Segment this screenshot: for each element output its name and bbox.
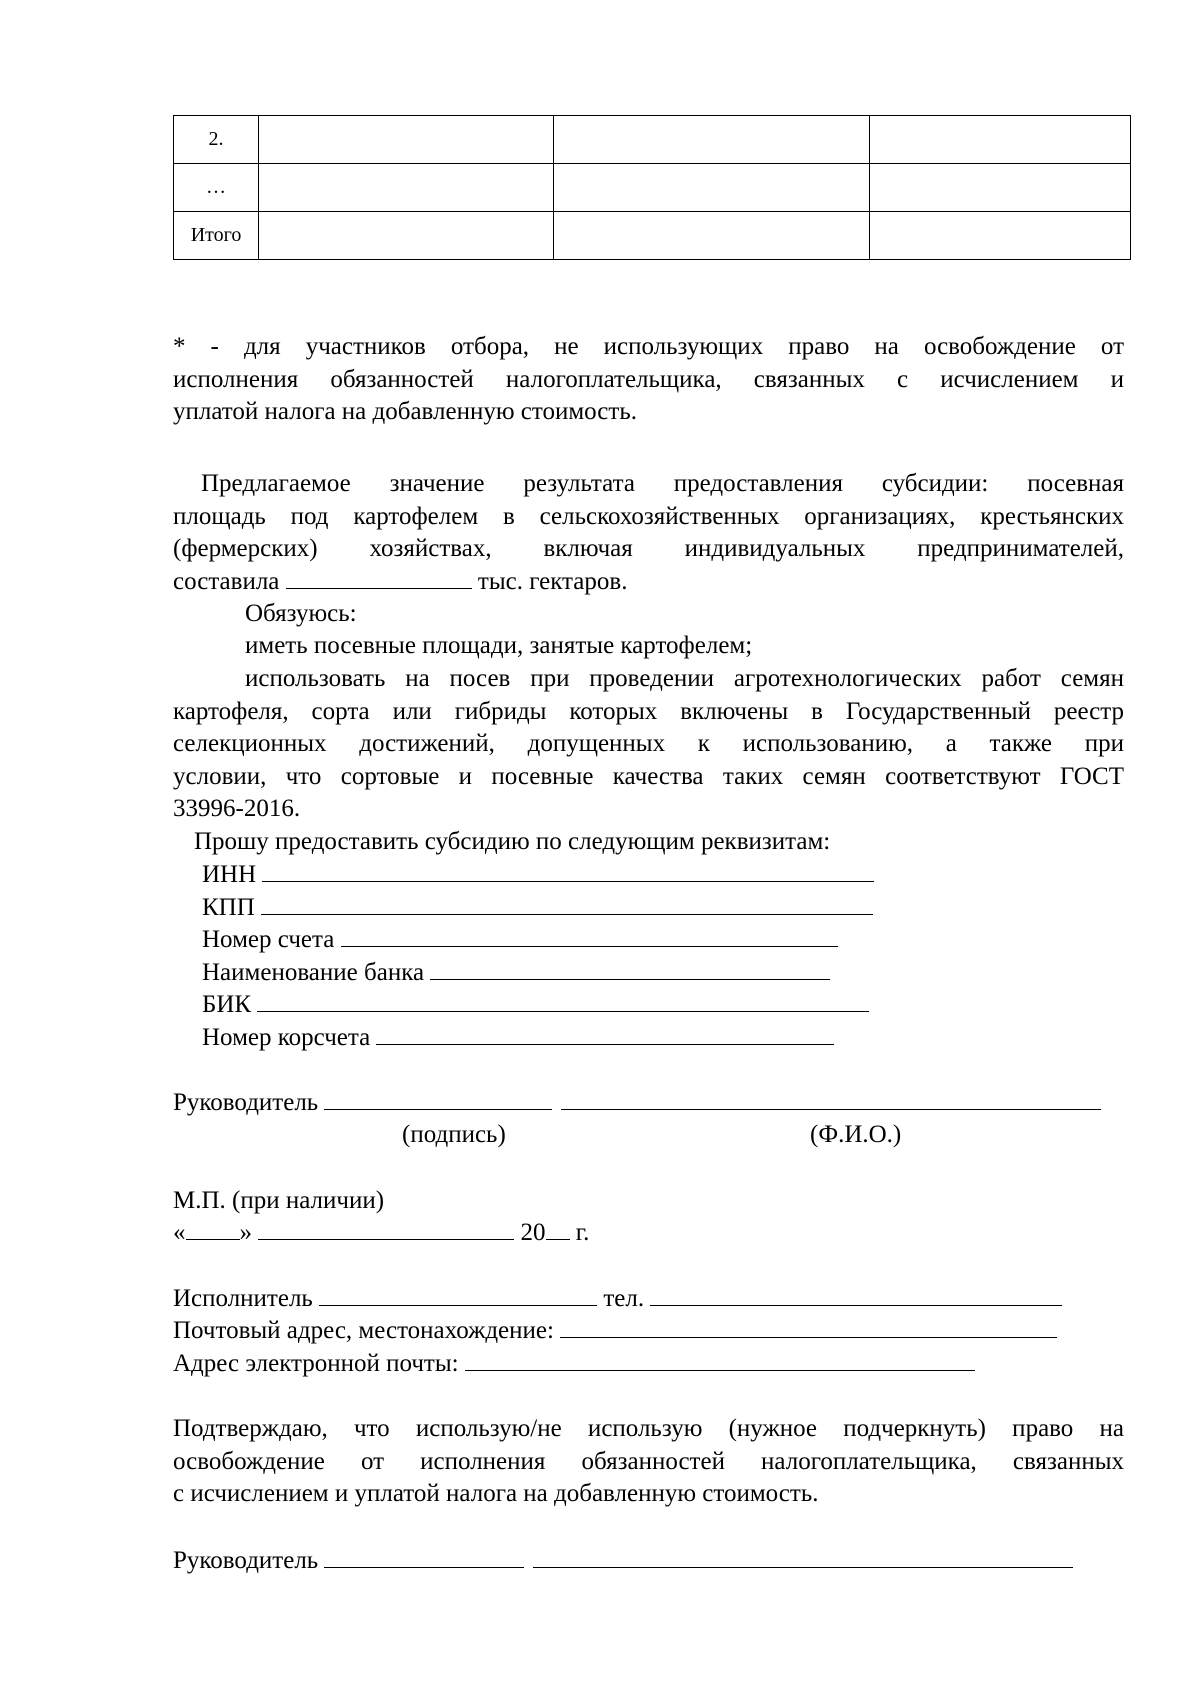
table-row	[174, 164, 1131, 212]
requisites-heading: Прошу предоставить субсидию по следующим реквизитам:	[194, 828, 831, 855]
signature-label: Руководитель	[173, 1089, 319, 1116]
year-input-line[interactable]	[546, 1217, 570, 1240]
obligation-line: использовать на посев при проведении агротехнологических работ семян	[245, 665, 1124, 692]
table-cell	[259, 116, 554, 164]
table-cell	[870, 116, 1131, 164]
requisite-row-bik	[202, 989, 869, 1022]
phone-input-line[interactable]	[650, 1283, 1062, 1306]
day-input-line[interactable]	[186, 1217, 240, 1240]
requisite-row-kpp	[202, 892, 873, 925]
area-input-line[interactable]	[286, 566, 472, 589]
proposal-paragraph	[173, 468, 1124, 598]
table-cell	[259, 164, 554, 212]
requisite-row-corr-account	[202, 1022, 834, 1055]
requisite-row-account	[202, 924, 838, 957]
proposal-line: (фермерских) хозяйствах, включая индивидуальных предпринимателей,	[173, 535, 1124, 562]
summary-table	[173, 115, 1131, 260]
table-cell	[870, 212, 1131, 260]
obligation-item	[173, 663, 1124, 826]
table-cell: Итого	[174, 212, 259, 260]
table-cell	[554, 164, 870, 212]
table-cell	[554, 116, 870, 164]
email-input-line[interactable]	[465, 1348, 975, 1371]
table-cell	[259, 212, 554, 260]
full-name-input-line[interactable]	[561, 1087, 1101, 1110]
requisite-label: Наименование банка	[202, 959, 425, 986]
month-input-line[interactable]	[258, 1217, 514, 1240]
requisite-row-inn	[202, 859, 874, 892]
proposal-line: Предлагаемое значение результата предоставления субсидии: посевная	[201, 470, 1124, 497]
year-suffix: г.	[575, 1219, 590, 1246]
requisite-label: БИК	[202, 991, 252, 1018]
inn-input-line[interactable]	[262, 859, 874, 882]
address-label: Почтовый адрес, местонахождение:	[173, 1317, 554, 1344]
date-quote-close: »	[239, 1219, 252, 1246]
year-prefix: 20	[520, 1219, 546, 1246]
signature-row	[173, 1087, 1101, 1120]
date-row	[173, 1217, 589, 1250]
executor-label: Исполнитель	[173, 1285, 313, 1312]
email-row	[173, 1348, 975, 1381]
requisite-label: Номер счета	[202, 926, 335, 953]
signature-label: Руководитель	[173, 1547, 319, 1574]
confirmation-paragraph	[173, 1413, 1124, 1511]
obligation-line: 33996-2016.	[173, 795, 301, 822]
name-caption: (Ф.И.О.)	[810, 1121, 902, 1148]
account-input-line[interactable]	[341, 924, 838, 947]
obligations-heading: Обязуюсь:	[245, 600, 357, 627]
obligation-line: условии, что сортовые и посевные качества таких семян соответствуют ГОСТ	[173, 762, 1124, 790]
signature-caption: (подпись)	[402, 1121, 506, 1148]
confirmation-line: Подтверждаю, что использую/не использую (нужное подчеркнуть) право на	[173, 1415, 1124, 1442]
requisite-label: Номер корсчета	[202, 1024, 371, 1051]
confirmation-line: освобождение от исполнения обязанностей налогоплательщика, связанных	[173, 1447, 1124, 1475]
table-row	[174, 116, 1131, 164]
table-cell	[554, 212, 870, 260]
proposal-line	[173, 566, 1124, 599]
proposal-line: площадь под картофелем в сельскохозяйственных организациях, крестьянских	[173, 502, 1124, 530]
date-quote-open: «	[173, 1219, 186, 1246]
table-cell: 2.	[174, 116, 259, 164]
confirmation-line: с исчислением и уплатой налога на добавленную стоимость.	[173, 1480, 819, 1507]
proposal-suffix: тыс. гектаров.	[477, 567, 628, 595]
full-name-input-line-2[interactable]	[533, 1545, 1073, 1568]
executor-row	[173, 1283, 1062, 1316]
kpp-input-line[interactable]	[261, 892, 873, 915]
signature-input-line[interactable]	[324, 1087, 552, 1110]
email-label: Адрес электронной почты:	[173, 1350, 459, 1377]
requisite-label: КПП	[202, 894, 255, 921]
corr-account-input-line[interactable]	[376, 1022, 834, 1045]
table-cell: …	[174, 164, 259, 212]
footnote-line: * - для участников отбора, не использующих право на освобождение от	[173, 333, 1124, 360]
table-cell	[870, 164, 1131, 212]
bank-input-line[interactable]	[430, 957, 830, 980]
executor-input-line[interactable]	[319, 1283, 597, 1306]
signature-row-2	[173, 1545, 1073, 1578]
footnote	[173, 331, 1124, 429]
obligation-line: картофеля, сорта или гибриды которых включены в Государственный реестр	[173, 697, 1124, 725]
requisite-row-bank	[202, 957, 830, 990]
address-row	[173, 1315, 1057, 1348]
table-row	[174, 212, 1131, 260]
phone-label: тел.	[603, 1285, 645, 1312]
bik-input-line[interactable]	[257, 989, 869, 1012]
stamp-label: М.П. (при наличии)	[173, 1187, 385, 1214]
signature-input-line-2[interactable]	[324, 1545, 524, 1568]
footnote-line: исполнения обязанностей налогоплательщика, связанных с исчислением и	[173, 365, 1124, 393]
requisite-label: ИНН	[202, 861, 257, 888]
obligation-line: селекционных достижений, допущенных к использованию, а также при	[173, 730, 1124, 757]
proposal-prefix: составила	[173, 567, 280, 595]
footnote-line: уплатой налога на добавленную стоимость.	[173, 398, 637, 425]
address-input-line[interactable]	[560, 1315, 1057, 1338]
obligation-item: иметь посевные площади, занятые картофелем;	[245, 632, 753, 659]
